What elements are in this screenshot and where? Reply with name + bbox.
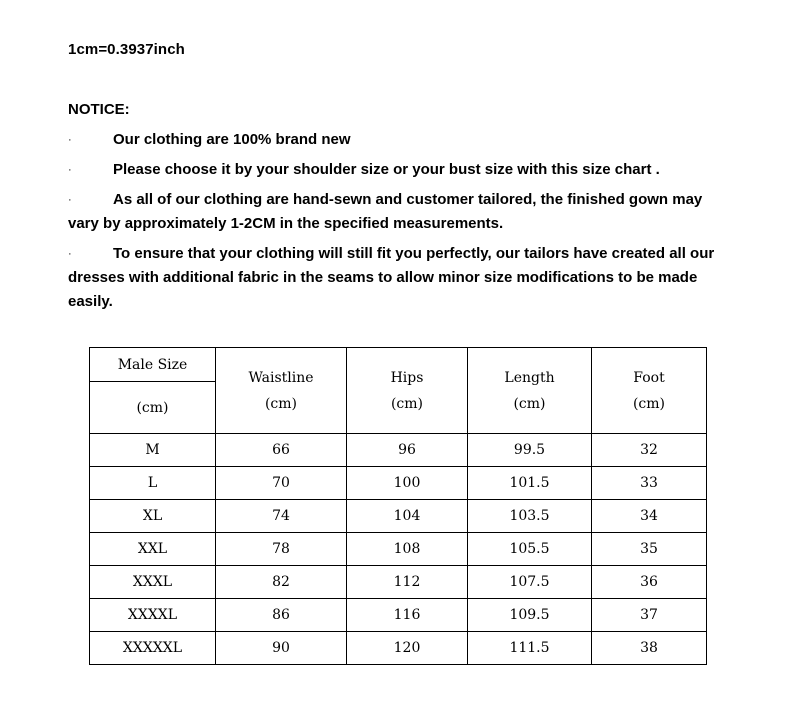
waistline-cell: 78 [216, 533, 347, 566]
hips-cell: 104 [347, 500, 468, 533]
notice-item-text: Please choose it by your shoulder size or your bust size with this size chart . [113, 161, 660, 178]
foot-cell: 32 [592, 434, 707, 467]
notice-item-text: To ensure that your clothing will still fit you perfectly, our tailors have created all our dresses with additional fabric in the seams to allow minor size modifications to be made easily. [68, 245, 715, 310]
size-cell: XXXXL [90, 599, 216, 632]
header-hips-unit: (cm) [390, 395, 424, 412]
waistline-cell: 70 [216, 467, 347, 500]
size-chart-body [90, 348, 707, 665]
bullet-icon: · [68, 134, 72, 146]
unit-conversion: 1cm=0.3937inch [68, 41, 185, 58]
length-cell: 99.5 [468, 434, 592, 467]
foot-cell: 38 [592, 632, 707, 665]
length-cell: 111.5 [468, 632, 592, 665]
size-cell: XXXL [90, 566, 216, 599]
header-size-title: Male Size [90, 348, 216, 382]
hips-cell: 116 [347, 599, 468, 632]
length-cell: 101.5 [468, 467, 592, 500]
foot-cell: 37 [592, 599, 707, 632]
size-cell: XL [90, 500, 216, 533]
foot-cell: 33 [592, 467, 707, 500]
header-hips [347, 348, 468, 434]
waistline-cell: 66 [216, 434, 347, 467]
notice-item [68, 242, 728, 314]
header-length [468, 348, 592, 434]
table-row [90, 533, 707, 566]
length-cell: 107.5 [468, 566, 592, 599]
table-row [90, 632, 707, 665]
hips-cell: 112 [347, 566, 468, 599]
bullet-icon: · [68, 248, 72, 260]
length-cell: 109.5 [468, 599, 592, 632]
notice-item [68, 128, 728, 152]
header-hips-label: Hips [390, 369, 424, 386]
hips-cell: 96 [347, 434, 468, 467]
header-waistline-unit: (cm) [264, 395, 298, 412]
header-length-label: Length [504, 369, 555, 386]
size-chart-table [89, 347, 707, 665]
header-foot-label: Foot [633, 369, 665, 386]
header-foot-unit: (cm) [632, 395, 666, 412]
header-row [90, 348, 707, 382]
header-waistline-label: Waistline [248, 369, 314, 386]
table-row [90, 467, 707, 500]
table-row [90, 599, 707, 632]
notice-item [68, 158, 728, 182]
size-cell: XXXXXL [90, 632, 216, 665]
waistline-cell: 82 [216, 566, 347, 599]
foot-cell: 35 [592, 533, 707, 566]
table-row [90, 566, 707, 599]
hips-cell: 100 [347, 467, 468, 500]
header-size-unit: (cm) [90, 382, 216, 434]
size-cell: L [90, 467, 216, 500]
waistline-cell: 86 [216, 599, 347, 632]
hips-cell: 108 [347, 533, 468, 566]
bullet-icon: · [68, 194, 72, 206]
notice-title: NOTICE: [68, 101, 130, 118]
length-cell: 105.5 [468, 533, 592, 566]
notice-item [68, 188, 728, 236]
waistline-cell: 90 [216, 632, 347, 665]
foot-cell: 34 [592, 500, 707, 533]
header-foot [592, 348, 707, 434]
table-row [90, 434, 707, 467]
size-cell: XXL [90, 533, 216, 566]
notice-item-text: As all of our clothing are hand-sewn and customer tailored, the finished gown may vary by approximately 1-2CM in the specified measurements. [68, 191, 703, 232]
foot-cell: 36 [592, 566, 707, 599]
notice-item-text: Our clothing are 100% brand new [113, 131, 351, 148]
hips-cell: 120 [347, 632, 468, 665]
table-row [90, 500, 707, 533]
header-waistline [216, 348, 347, 434]
waistline-cell: 74 [216, 500, 347, 533]
bullet-icon: · [68, 164, 72, 176]
header-length-unit: (cm) [513, 395, 546, 412]
size-cell: M [90, 434, 216, 467]
length-cell: 103.5 [468, 500, 592, 533]
